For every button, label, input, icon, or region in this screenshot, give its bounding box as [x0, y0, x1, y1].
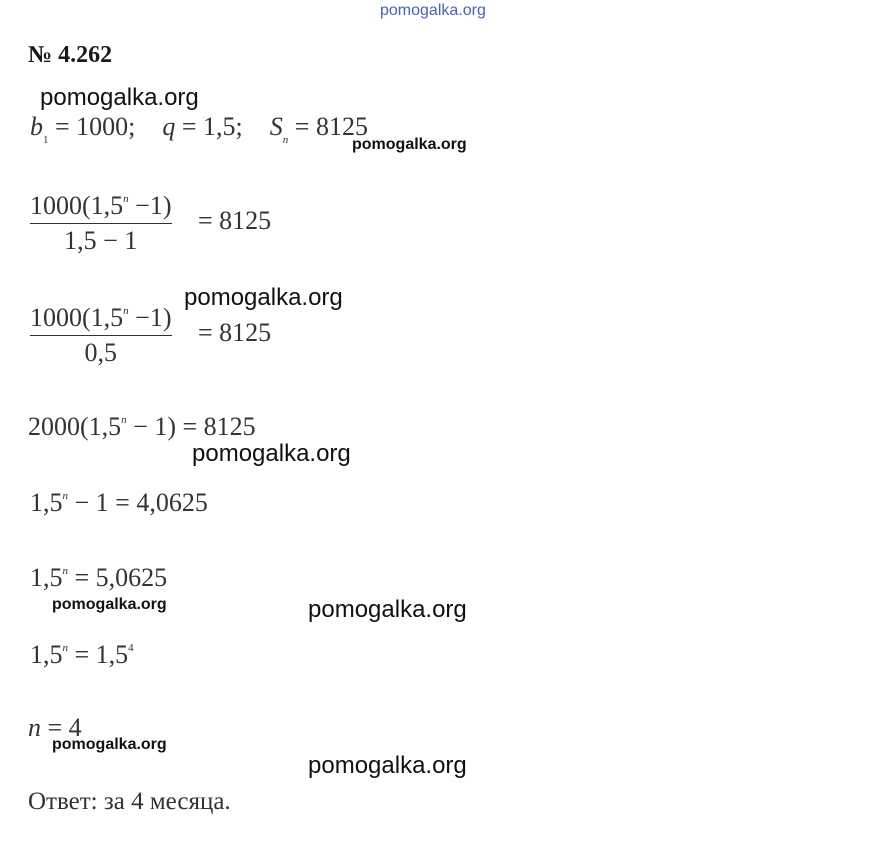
given-s: S [269, 112, 283, 141]
fraction-numerator: $1000(1,5^n -1)$ [30, 191, 172, 220]
given-q: q [162, 112, 176, 141]
fraction-bar [30, 335, 172, 336]
given-b-value: = 1000; [48, 112, 136, 141]
answer-text: Ответ: за 4 месяца. [28, 788, 231, 815]
watermark: pomogalka.org [308, 596, 467, 623]
watermark: pomogalka.org [184, 284, 343, 311]
fraction-numerator: $1000(1,5^n -1)$ [30, 303, 172, 332]
given-q-value: = 1,5; [175, 112, 243, 141]
given-s-value: = 8125 [288, 112, 368, 141]
equation-step-6: $1,5^n = 1,5^4$ [30, 640, 134, 669]
equation-step-5: $1,5^n = 5,0625$ [30, 563, 168, 592]
watermark: pomogalka.org [52, 596, 167, 613]
fraction-denominator: 1,5 − 1 [64, 226, 138, 255]
equation-step-7: n = 4 [28, 713, 82, 742]
task-number: № 4.262 [28, 42, 113, 68]
fraction-step-2 [30, 305, 172, 366]
equation-rhs: = 8125 [198, 318, 272, 347]
watermark: pomogalka.org [308, 752, 467, 779]
given-b: b [30, 112, 43, 141]
equation-rhs: = 8125 [198, 206, 272, 235]
fraction-bar [30, 223, 172, 224]
equation-step-4: $1,5^n - 1 = 4,0625$ [30, 488, 208, 517]
equation-step-3: $2000(1,5^n - 1) = 8125$ [28, 412, 256, 441]
watermark: pomogalka.org [192, 440, 351, 467]
given-s-sub: n [282, 134, 289, 146]
fraction-step-1 [30, 193, 172, 254]
given-line [30, 112, 368, 146]
watermark: pomogalka.org [40, 84, 199, 111]
watermark-top: pomogalka.org [380, 2, 486, 19]
fraction-denominator: 0,5 [84, 338, 117, 367]
watermark: pomogalka.org [352, 136, 467, 153]
given-b-sub: 1 [43, 134, 49, 146]
watermark: pomogalka.org [52, 736, 167, 753]
